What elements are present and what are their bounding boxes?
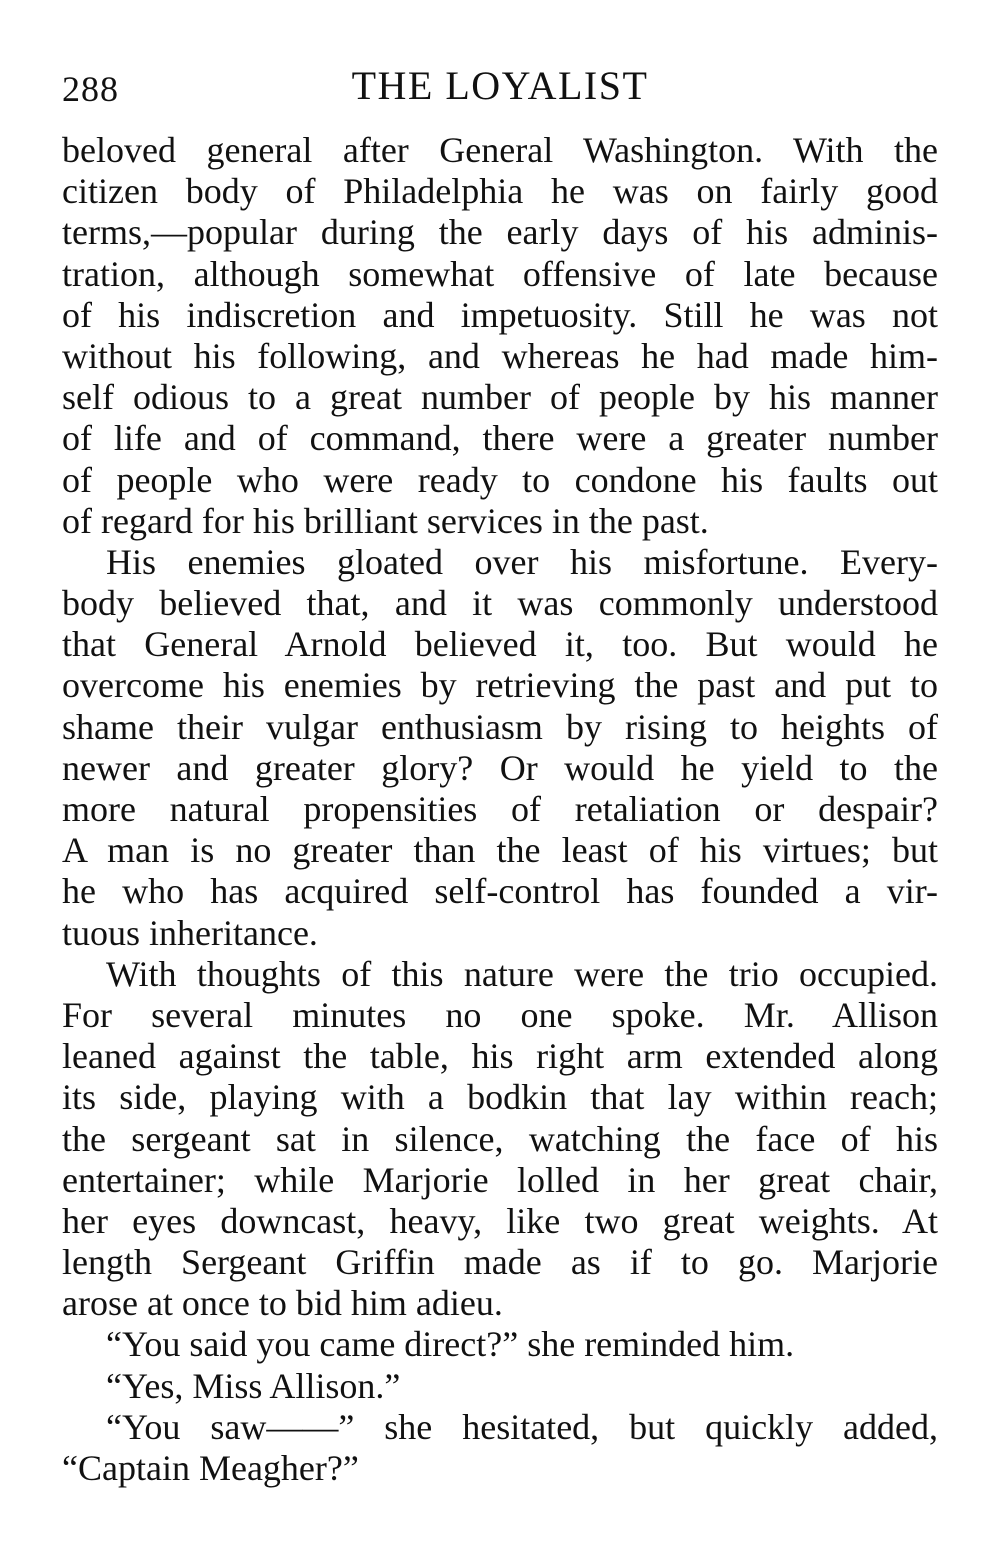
text-line: tuous inheritance. — [62, 912, 318, 953]
text-line: citizen body of Philadelphia he was on fairly good — [62, 171, 938, 212]
body-text — [62, 130, 938, 1489]
text-line: of people who were ready to condone his faults out — [62, 459, 938, 500]
page-header — [62, 62, 938, 112]
text-line: length Sergeant Griffin made as if to go. Marjorie — [62, 1242, 938, 1283]
text-line: more natural propensities of retaliation or despair? — [62, 789, 938, 829]
text-line: newer and greater glory? Or would he yield to the — [62, 747, 938, 788]
text-line: he who has acquired self-control has founded a vir- — [62, 871, 938, 912]
text-line: terms,—popular during the early days of his adminis- — [62, 212, 938, 253]
text-line: the sergeant sat in silence, watching the face of his — [62, 1118, 938, 1159]
text-line: self odious to a great number of people by his manner — [62, 377, 938, 418]
text-line: leaned against the table, his right arm extended along — [62, 1036, 938, 1077]
text-line: of life and of command, there were a greater number — [62, 418, 938, 459]
text-line: of his indiscretion and impetuosity. Still he was not — [62, 294, 938, 335]
dialogue-line: “You saw——” she hesitated, but quickly added, — [106, 1406, 938, 1447]
running-title: THE LOYALIST — [351, 63, 649, 108]
text-line: For several minutes no one spoke. Mr. Allison — [62, 994, 938, 1035]
text-line: entertainer; while Marjorie lolled in her great chair, — [62, 1159, 938, 1200]
text-line: tration, although somewhat offensive of late because — [62, 253, 938, 294]
paragraph-first-line: With thoughts of this nature were the trio occupied. — [106, 953, 938, 994]
text-line: body believed that, and it was commonly understood — [62, 583, 938, 624]
text-line: shame their vulgar enthusiasm by rising to heights of — [62, 706, 938, 747]
dialogue-line: “Yes, Miss Allison.” — [106, 1365, 401, 1406]
text-line: its side, playing with a bodkin that lay within reach; — [62, 1077, 938, 1118]
text-line: overcome his enemies by retrieving the past and put to — [62, 665, 938, 706]
text-line: A man is no greater than the least of his virtues; but — [62, 830, 938, 871]
text-line: without his following, and whereas he had made him- — [62, 335, 938, 376]
text-line: arose at once to bid him adieu. — [62, 1283, 503, 1324]
text-line: of regard for his brilliant services in the past. — [62, 500, 709, 541]
page-number: 288 — [62, 69, 119, 109]
dialogue-line: “You said you came direct?” she reminded him. — [106, 1324, 795, 1365]
text-line: her eyes downcast, heavy, like two great weights. At — [62, 1200, 938, 1241]
paragraph-first-line: His enemies gloated over his misfortune. Every- — [106, 541, 938, 582]
text-line: that General Arnold believed it, too. But would he — [62, 624, 938, 665]
text-line: beloved general after General Washington. With the — [62, 130, 938, 170]
dialogue-line: “Captain Meagher?” — [62, 1448, 359, 1488]
